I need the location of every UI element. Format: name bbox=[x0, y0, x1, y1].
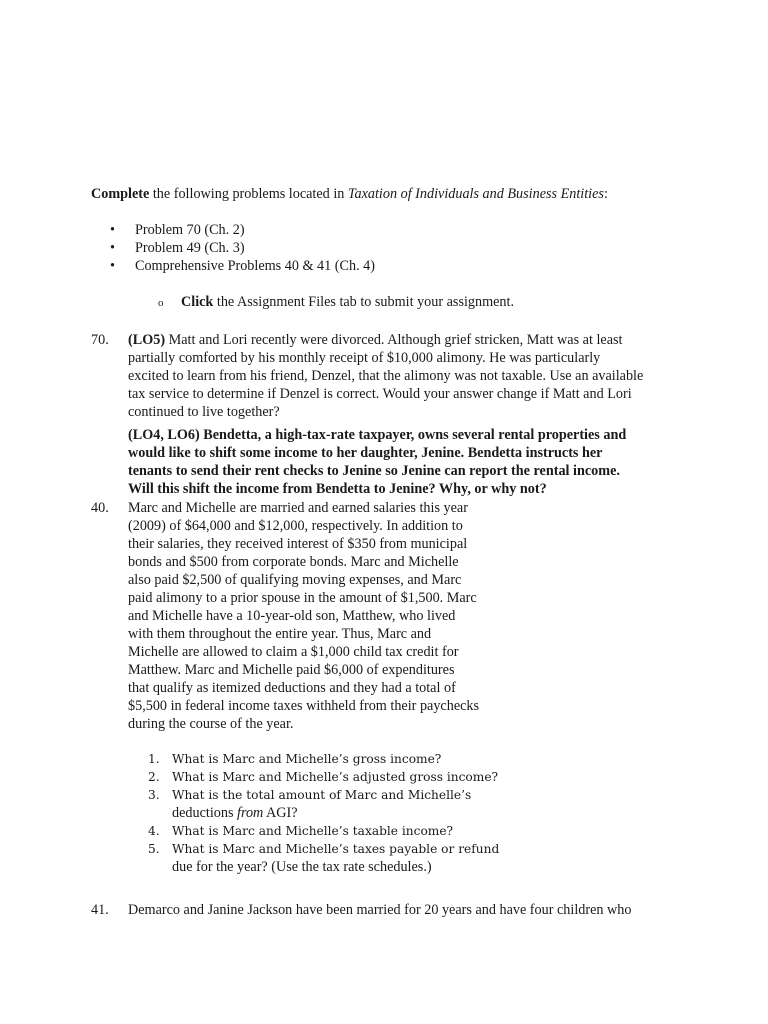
question-text: What is Marc and Michelle’s adjusted gross income? bbox=[172, 770, 499, 784]
text-line: with them throughout the entire year. Thus, Marc and bbox=[128, 626, 432, 642]
text-line: tenants to send their rent checks to Jenine so Jenine can report the rental income. bbox=[128, 463, 620, 479]
text-line: Michelle are allowed to claim a $1,000 child tax credit for bbox=[128, 644, 459, 660]
problem-number: 41. bbox=[91, 902, 109, 918]
problem-number: 40. bbox=[91, 500, 109, 516]
question-text: What is Marc and Michelle’s gross income? bbox=[172, 752, 442, 766]
problem-body: Demarco and Janine Jackson have been married for 20 years and have four children who bbox=[128, 902, 632, 918]
submit-lead: Click bbox=[181, 294, 214, 310]
continuation-text: due for the year? (Use the tax rate schedules.) bbox=[172, 859, 432, 875]
question-number: 2. bbox=[148, 770, 160, 784]
text-line: $5,500 in federal income taxes withheld from their paychecks bbox=[128, 698, 480, 714]
text-line: their salaries, they received interest of $350 from municipal bbox=[128, 536, 468, 552]
question-text: What is the total amount of Marc and Michelle’s bbox=[172, 788, 472, 802]
question-item bbox=[148, 786, 499, 804]
question-number: 3. bbox=[148, 788, 160, 802]
question-continuation bbox=[148, 804, 499, 822]
intro-lead: Complete bbox=[91, 186, 150, 202]
text-line: (2009) of $64,000 and $12,000, respectively. In addition to bbox=[128, 518, 463, 534]
text-line: that qualify as itemized deductions and they had a total of bbox=[128, 680, 456, 696]
bullet-item: • Comprehensive Problems 40 & 41 (Ch. 4) bbox=[110, 257, 375, 275]
text-line: partially comforted by his monthly receipt of $10,000 alimony. He was particularly bbox=[128, 350, 601, 366]
text-line: (LO4, LO6) Bendetta, a high-tax-rate taxpayer, owns several rental properties and bbox=[128, 427, 627, 443]
continuation-text: deductions bbox=[172, 805, 238, 821]
sub-bullet-marker: o bbox=[158, 297, 164, 309]
question-list bbox=[148, 750, 499, 876]
problem-number: 70. bbox=[91, 332, 109, 348]
text-line: tax service to determine if Denzel is correct. Would your answer change if Matt and Lori bbox=[128, 386, 632, 402]
problem-bullet-list bbox=[110, 221, 375, 275]
bullet-item: • Problem 49 (Ch. 3) bbox=[110, 239, 375, 257]
question-text: What is Marc and Michelle’s taxes payable or refund bbox=[172, 842, 500, 856]
problem-body bbox=[128, 331, 673, 421]
question-text: What is Marc and Michelle’s taxable income? bbox=[172, 824, 454, 838]
problem-body bbox=[128, 499, 503, 733]
question-item bbox=[148, 840, 499, 858]
text-line: also paid $2,500 of qualifying moving expenses, and Marc bbox=[128, 572, 462, 588]
intro-end: : bbox=[603, 186, 608, 202]
learning-objective-tag: (LO5) bbox=[128, 332, 166, 348]
problem-49 bbox=[128, 426, 668, 498]
continuation-text: AGI? bbox=[263, 805, 298, 821]
text-line: bonds and $500 from corporate bonds. Marc and Michelle bbox=[128, 554, 459, 570]
intro-paragraph bbox=[91, 185, 711, 203]
text-line: excited to learn from his friend, Denzel, that the alimony was not taxable. Use an available bbox=[128, 368, 644, 384]
text-line: Matt and Lori recently were divorced. Although grief stricken, Matt was at least bbox=[165, 332, 623, 348]
text-line: Will this shift the income from Bendetta to Jenine? Why, or why not? bbox=[128, 481, 547, 497]
text-line: and Michelle have a 10-year-old son, Matthew, who lived bbox=[128, 608, 456, 624]
continuation-italic: from bbox=[237, 805, 264, 821]
text-line: Marc and Michelle are married and earned salaries this year bbox=[128, 500, 468, 516]
question-number: 4. bbox=[148, 824, 160, 838]
text-line: paid alimony to a prior spouse in the amount of $1,500. Marc bbox=[128, 590, 477, 606]
question-item bbox=[148, 750, 499, 768]
text-line: during the course of the year. bbox=[128, 716, 294, 732]
text-line: continued to live together? bbox=[128, 404, 280, 420]
question-item bbox=[148, 768, 499, 786]
question-item bbox=[148, 822, 499, 840]
question-number: 5. bbox=[148, 842, 160, 856]
question-continuation bbox=[148, 858, 499, 876]
question-number: 1. bbox=[148, 752, 160, 766]
submit-text: the Assignment Files tab to submit your assignment. bbox=[213, 294, 515, 310]
bullet-item: • Problem 70 (Ch. 2) bbox=[110, 221, 375, 239]
textbook-title: Taxation of Individuals and Business Entities bbox=[347, 186, 604, 202]
intro-text: the following problems located in bbox=[149, 186, 348, 202]
text-line: Matthew. Marc and Michelle paid $6,000 of expenditures bbox=[128, 662, 455, 678]
submit-instruction bbox=[158, 293, 514, 312]
text-line: would like to shift some income to her daughter, Jenine. Bendetta instructs her bbox=[128, 445, 603, 461]
